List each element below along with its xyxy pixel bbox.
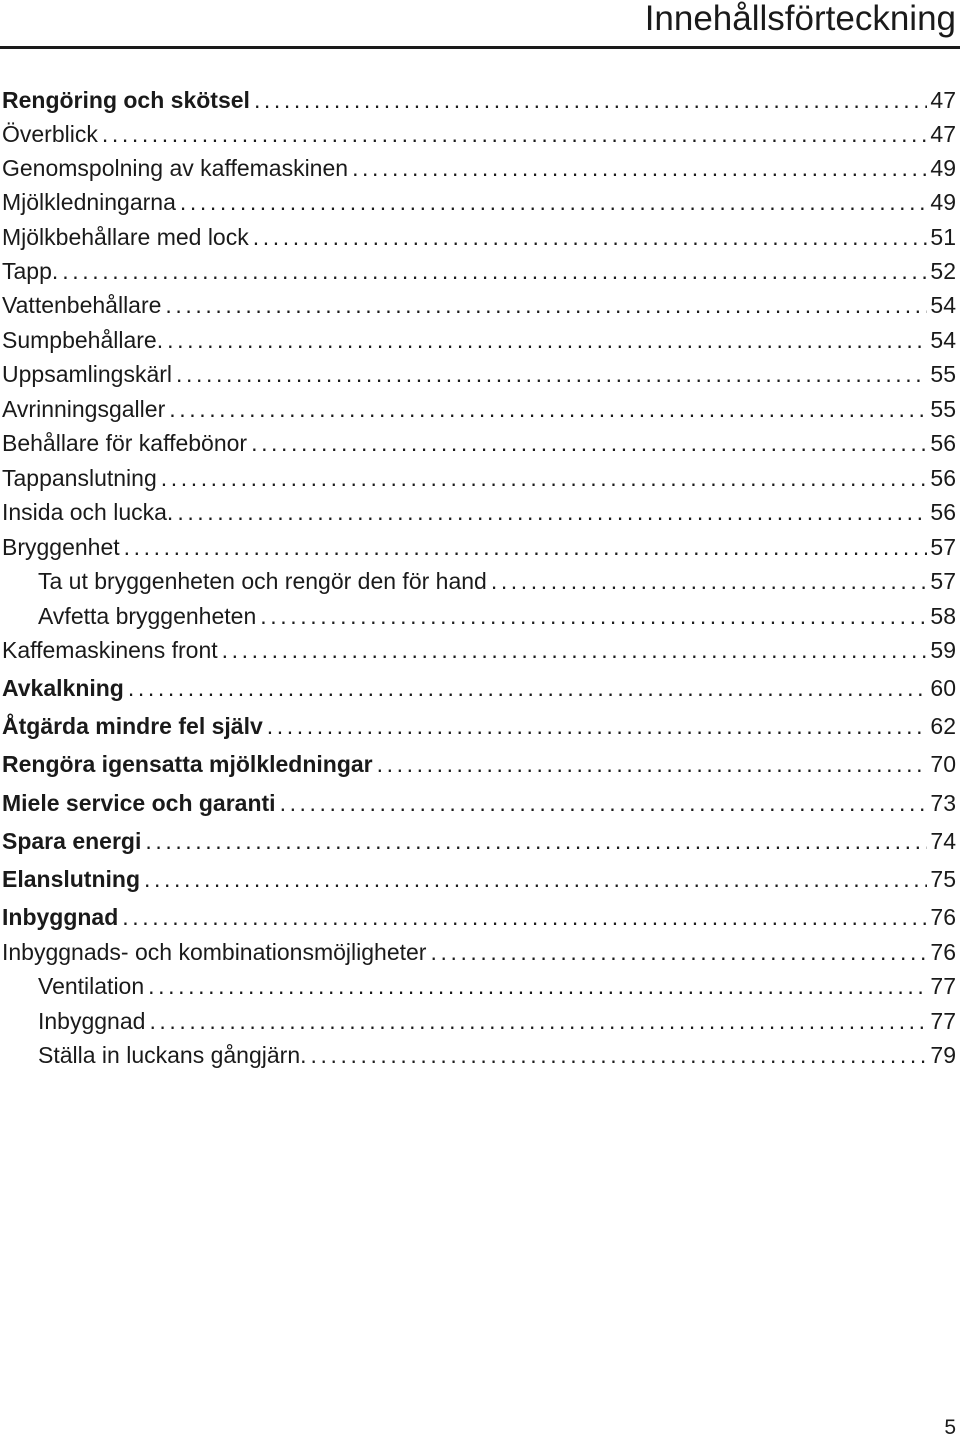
toc-entry-label: Miele service och garanti [2, 790, 276, 816]
toc-entry-page: 56 [930, 430, 956, 456]
toc-entry-label: Mjölkbehållare med lock [2, 224, 249, 250]
toc-entry[interactable] [2, 673, 956, 703]
toc-entry[interactable] [2, 497, 956, 527]
toc-entry[interactable] [2, 826, 956, 856]
toc-entry[interactable] [2, 256, 956, 286]
dot-leader [122, 902, 927, 932]
toc-entry[interactable] [2, 937, 956, 967]
toc-entry[interactable] [38, 1006, 956, 1036]
toc-entry[interactable] [38, 601, 956, 631]
toc-entry-label: Uppsamlingskärl [2, 361, 173, 387]
toc-entry[interactable] [2, 902, 956, 932]
toc-entry-page: 58 [930, 603, 956, 629]
toc-entry[interactable] [38, 971, 956, 1001]
toc-entry-page: 47 [930, 121, 956, 147]
toc-entry-label: Ta ut bryggenheten och rengör den för hand [38, 568, 487, 594]
toc-entry-label: Ventilation [38, 973, 145, 999]
toc-entry-label: Inbyggnad [2, 904, 119, 930]
dot-leader [124, 532, 928, 562]
toc-entry-page: 52 [930, 258, 956, 284]
dot-leader [254, 85, 927, 115]
toc-entry-label: Rengöra igensatta mjölkledningar [2, 751, 373, 777]
dot-leader [311, 1040, 928, 1070]
toc-entry-page: 76 [930, 939, 956, 965]
toc-entry-label: Kaffemaskinens front [2, 637, 218, 663]
toc-entry-label: Avrinningsgaller [2, 396, 166, 422]
toc-entry-label: Mjölkledningarna [2, 189, 176, 215]
toc-entry-page: 60 [930, 675, 956, 701]
toc-entry[interactable] [2, 532, 956, 562]
toc-entry-page: 55 [930, 361, 956, 387]
toc-entry-page: 62 [930, 713, 956, 739]
toc-entry[interactable] [2, 463, 956, 493]
toc-entry[interactable] [2, 290, 956, 320]
dot-leader [167, 325, 927, 355]
toc-entry-page: 49 [930, 155, 956, 181]
toc-entry-label: Rengöring och skötsel [2, 87, 250, 113]
dot-leader [169, 394, 927, 424]
toc-entry-page: 56 [930, 499, 956, 525]
toc-entry-page: 73 [930, 790, 956, 816]
toc-entry-label: Sumpbehållare. [2, 327, 164, 353]
toc-entry-page: 74 [930, 828, 956, 854]
toc-entry[interactable] [2, 749, 956, 779]
toc-entry-label: Vattenbehållare [2, 292, 162, 318]
dot-leader [128, 673, 928, 703]
toc-entry-label: Inbyggnad [38, 1008, 146, 1034]
page-title: Innehållsförteckning [644, 0, 956, 38]
toc-entry-label: Tapp. [2, 258, 59, 284]
dot-leader [148, 971, 927, 1001]
toc-entry-label: Insida och lucka. [2, 499, 174, 525]
dot-leader [149, 1006, 927, 1036]
toc-entry-page: 57 [930, 534, 956, 560]
toc-entry-page: 54 [930, 327, 956, 353]
dot-leader [253, 222, 928, 252]
toc-entry-page: 77 [930, 1008, 956, 1034]
dot-leader [161, 463, 928, 493]
toc-entry-page: 55 [930, 396, 956, 422]
toc-entry[interactable] [2, 187, 956, 217]
toc-entry-page: 59 [930, 637, 956, 663]
toc-entry-label: Spara energi [2, 828, 142, 854]
toc-entry-label: Elanslutning [2, 866, 140, 892]
toc-entry[interactable] [2, 635, 956, 665]
toc-entry[interactable] [2, 359, 956, 389]
toc-entry-label: Bryggenhet [2, 534, 120, 560]
toc-entry-label: Överblick [2, 121, 98, 147]
dot-leader [260, 601, 927, 631]
dot-leader [377, 749, 928, 779]
toc-entry-label: Inbyggnads- och kombinationsmöjligheter [2, 939, 427, 965]
toc-entry-page: 76 [930, 904, 956, 930]
toc-entry[interactable] [2, 85, 956, 115]
toc-entry[interactable] [2, 153, 956, 183]
toc-entry[interactable] [2, 119, 956, 149]
toc-entry[interactable] [2, 788, 956, 818]
dot-leader [352, 153, 927, 183]
header-rule [0, 46, 960, 49]
toc-entry-page: 57 [930, 568, 956, 594]
toc-entry-page: 54 [930, 292, 956, 318]
dot-leader [176, 359, 927, 389]
toc-entry[interactable] [2, 428, 956, 458]
toc-entry[interactable] [2, 325, 956, 355]
dot-leader [430, 937, 927, 967]
dot-leader [267, 711, 928, 741]
dot-leader [62, 256, 927, 286]
toc-entry[interactable] [2, 864, 956, 894]
toc-entry-page: 70 [930, 751, 956, 777]
toc-entry-label: Avkalkning [2, 675, 124, 701]
toc-entry-page: 51 [930, 224, 956, 250]
dot-leader [180, 187, 928, 217]
toc-entry-label: Avfetta bryggenheten [38, 603, 257, 629]
toc-entry-label: Genomspolning av kaffemaskinen [2, 155, 349, 181]
page-number: 5 [944, 1416, 956, 1439]
toc-entry-label: Tappanslutning [2, 465, 157, 491]
toc-entry-label: Åtgärda mindre fel själv [2, 713, 263, 739]
dot-leader [165, 290, 927, 320]
toc-entry-page: 49 [930, 189, 956, 215]
toc-entry[interactable] [2, 222, 956, 252]
dot-leader [251, 428, 927, 458]
dot-leader [102, 119, 928, 149]
dot-leader [177, 497, 927, 527]
toc-entry-label: Ställa in luckans gångjärn. [38, 1042, 307, 1068]
toc-entry[interactable] [38, 566, 956, 596]
toc-entry-page: 75 [930, 866, 956, 892]
dot-leader [280, 788, 928, 818]
toc-entry-page: 56 [930, 465, 956, 491]
toc-entry[interactable] [2, 394, 956, 424]
toc-entry[interactable] [2, 711, 956, 741]
dot-leader [144, 864, 927, 894]
toc-entry-page: 77 [930, 973, 956, 999]
dot-leader [222, 635, 928, 665]
toc-entry-label: Behållare för kaffebönor [2, 430, 248, 456]
toc-entry-page: 79 [930, 1042, 956, 1068]
toc-entry-page: 47 [930, 87, 956, 113]
dot-leader [491, 566, 928, 596]
toc-entry[interactable] [38, 1040, 956, 1070]
dot-leader [145, 826, 927, 856]
